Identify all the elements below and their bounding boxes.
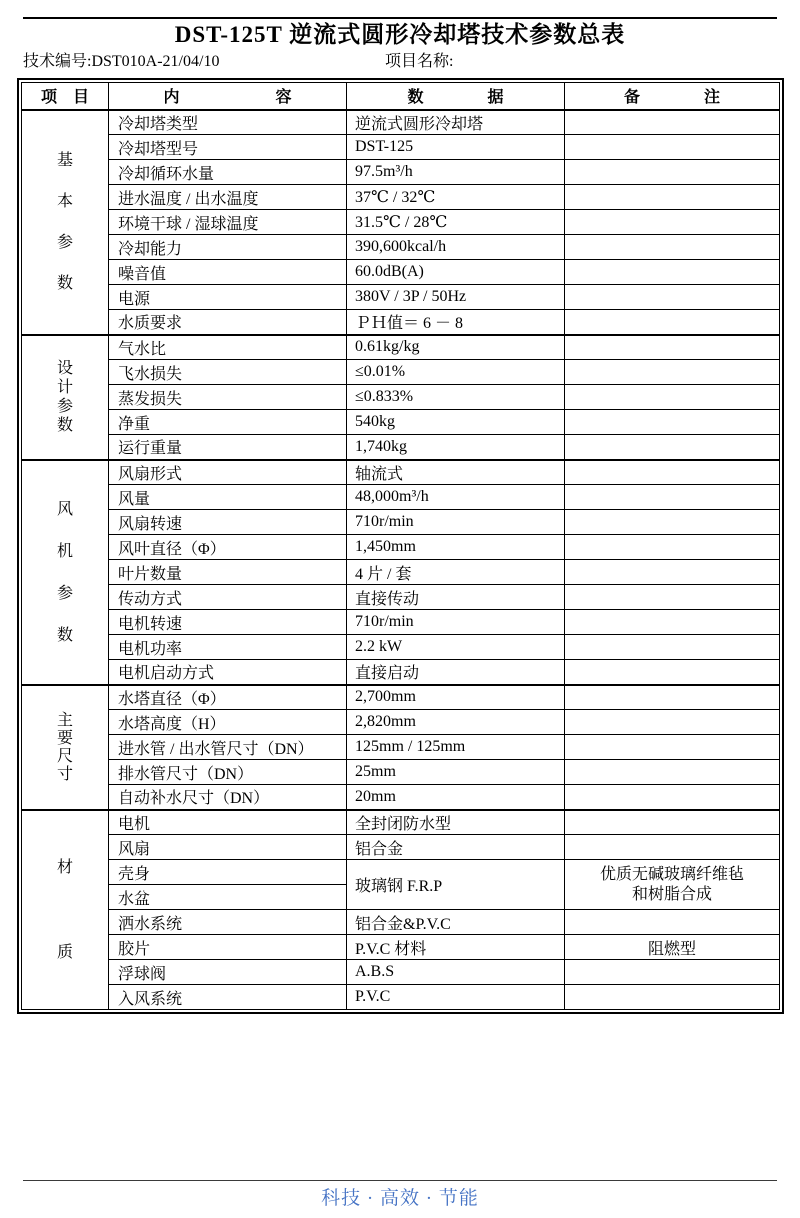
- spec-name-cell: 冷却循环水量: [109, 160, 347, 185]
- spec-name-cell: 入风系统: [109, 985, 347, 1010]
- spec-remark-cell: [565, 410, 780, 435]
- spec-name-cell: 水塔直径（Φ）: [109, 685, 347, 710]
- spec-value-cell: 直接传动: [347, 585, 565, 610]
- spec-name-cell: 水质要求: [109, 310, 347, 335]
- table-row: [22, 560, 780, 585]
- spec-value-cell: 380V / 3P / 50Hz: [347, 285, 565, 310]
- spec-value-cell: 25mm: [347, 760, 565, 785]
- spec-name-cell: 飞水损失: [109, 360, 347, 385]
- spec-name-cell: 风扇转速: [109, 510, 347, 535]
- page-title: DST-125T 逆流式圆形冷却塔技术参数总表: [174, 22, 626, 47]
- meta-row: [23, 52, 777, 74]
- spec-value-cell: ＰＨ值＝ 6 － 8: [347, 310, 565, 335]
- spec-value-cell: P.V.C: [347, 985, 565, 1010]
- spec-remark-cell: [565, 610, 780, 635]
- spec-name-cell: 电源: [109, 285, 347, 310]
- table-row: [22, 435, 780, 460]
- spec-remark-cell: [565, 285, 780, 310]
- spec-remark-cell: [565, 210, 780, 235]
- spec-name-cell: 环境干球 / 湿球温度: [109, 210, 347, 235]
- spec-value-cell: 轴流式: [347, 460, 565, 485]
- spec-value-cell: 540kg: [347, 410, 565, 435]
- table-row: [22, 110, 780, 135]
- spec-remark-cell: [565, 835, 780, 860]
- remark-line: 和树脂合成: [631, 885, 712, 903]
- spec-name-cell: 浮球阀: [109, 960, 347, 985]
- spec-remark-cell: [565, 160, 780, 185]
- spec-table-frame: [17, 78, 784, 1014]
- spec-remark-cell: [565, 710, 780, 735]
- spec-name-cell: 气水比: [109, 335, 347, 360]
- spec-name-cell: 传动方式: [109, 585, 347, 610]
- section-label-basic: 基 本 参 数: [22, 110, 109, 335]
- spec-remark-cell: [565, 685, 780, 710]
- table-row: [22, 535, 780, 560]
- spec-name-cell: 运行重量: [109, 435, 347, 460]
- col-header-data: 数 据: [347, 83, 565, 110]
- spec-value-cell: 1,740kg: [347, 435, 565, 460]
- spec-value-cell: 31.5℃ / 28℃: [347, 210, 565, 235]
- footer-slogan: 科技 · 高效 · 节能: [321, 1188, 479, 1209]
- spec-name-cell: 电机启动方式: [109, 660, 347, 685]
- table-row: [22, 360, 780, 385]
- spec-name-cell: 壳身: [109, 860, 347, 885]
- spec-value-cell: 60.0dB(A): [347, 260, 565, 285]
- table-row: [22, 710, 780, 735]
- table-row: [22, 260, 780, 285]
- spec-name-cell: 风扇: [109, 835, 347, 860]
- table-row: [22, 935, 780, 960]
- spec-value-cell: 铝合金: [347, 835, 565, 860]
- spec-remark-cell: [565, 385, 780, 410]
- spec-remark-cell: [565, 110, 780, 135]
- spec-value-cell: 4 片 / 套: [347, 560, 565, 585]
- spec-remark-cell: [565, 635, 780, 660]
- table-row: [22, 310, 780, 335]
- table-row: [22, 635, 780, 660]
- spec-name-cell: 电机转速: [109, 610, 347, 635]
- spec-value-cell: 37℃ / 32℃: [347, 185, 565, 210]
- spec-value-cell: 20mm: [347, 785, 565, 810]
- table-row: [22, 660, 780, 685]
- spec-remark-cell: [565, 510, 780, 535]
- spec-name-cell: 净重: [109, 410, 347, 435]
- spec-remark-cell: [565, 185, 780, 210]
- table-row: [22, 285, 780, 310]
- spec-remark-cell-merged: [565, 860, 780, 910]
- spec-remark-cell: [565, 560, 780, 585]
- section-label-material: 材 质: [22, 810, 109, 1010]
- spec-remark-cell: [565, 310, 780, 335]
- spec-value-cell: 390,600kcal/h: [347, 235, 565, 260]
- spec-value-cell: 710r/min: [347, 510, 565, 535]
- table-row: [22, 910, 780, 935]
- table-row: [22, 410, 780, 435]
- spec-table: [21, 82, 780, 1010]
- tech-number: 技术编号:DST010A-21/04/10: [23, 53, 220, 70]
- table-row: [22, 510, 780, 535]
- spec-name-cell: 自动补水尺寸（DN）: [109, 785, 347, 810]
- spec-name-cell: 进水温度 / 出水温度: [109, 185, 347, 210]
- table-row: [22, 485, 780, 510]
- table-row: [22, 985, 780, 1010]
- spec-name-cell: 冷却塔类型: [109, 110, 347, 135]
- spec-value-cell: 0.61kg/kg: [347, 335, 565, 360]
- spec-value-cell: 97.5m³/h: [347, 160, 565, 185]
- spec-name-cell: 噪音值: [109, 260, 347, 285]
- spec-remark-cell: [565, 335, 780, 360]
- spec-name-cell: 进水管 / 出水管尺寸（DN）: [109, 735, 347, 760]
- spec-remark-cell: [565, 235, 780, 260]
- table-row: [22, 810, 780, 835]
- spec-remark-cell: [565, 435, 780, 460]
- spec-remark-cell: [565, 135, 780, 160]
- spec-value-cell: A.B.S: [347, 960, 565, 985]
- spec-value-cell: 逆流式圆形冷却塔: [347, 110, 565, 135]
- spec-remark-cell: [565, 735, 780, 760]
- spec-value-cell: 48,000m³/h: [347, 485, 565, 510]
- spec-name-cell: 风量: [109, 485, 347, 510]
- spec-remark-cell: [565, 760, 780, 785]
- table-row: [22, 585, 780, 610]
- table-row: [22, 860, 780, 885]
- spec-value-cell: 铝合金&P.V.C: [347, 910, 565, 935]
- top-rule: [23, 17, 777, 19]
- spec-value-cell: 2,820mm: [347, 710, 565, 735]
- table-row: [22, 610, 780, 635]
- spec-remark-cell: [565, 810, 780, 835]
- spec-name-cell: 排水管尺寸（DN）: [109, 760, 347, 785]
- spec-name-cell: 蒸发损失: [109, 385, 347, 410]
- spec-name-cell: 电机功率: [109, 635, 347, 660]
- table-row: [22, 135, 780, 160]
- spec-value-cell: DST-125: [347, 135, 565, 160]
- spec-name-cell: 水盆: [109, 885, 347, 910]
- spec-name-cell: 洒水系统: [109, 910, 347, 935]
- table-row: [22, 210, 780, 235]
- table-row: [22, 835, 780, 860]
- spec-value-cell: P.V.C 材料: [347, 935, 565, 960]
- spec-value-cell: 直接启动: [347, 660, 565, 685]
- spec-name-cell: 叶片数量: [109, 560, 347, 585]
- spec-remark-cell: [565, 535, 780, 560]
- table-row: [22, 160, 780, 185]
- project-name-label: 项目名称:: [385, 53, 454, 70]
- spec-value-cell: 1,450mm: [347, 535, 565, 560]
- table-row: [22, 685, 780, 710]
- table-row: [22, 185, 780, 210]
- spec-value-cell: 2,700mm: [347, 685, 565, 710]
- spec-remark-cell: [565, 660, 780, 685]
- table-row: [22, 460, 780, 485]
- spec-value-cell: 710r/min: [347, 610, 565, 635]
- spec-name-cell: 胶片: [109, 935, 347, 960]
- table-row: [22, 235, 780, 260]
- spec-name-cell: 风叶直径（Φ）: [109, 535, 347, 560]
- section-label-fan: 风 机 参 数: [22, 460, 109, 685]
- spec-name-cell: 冷却塔型号: [109, 135, 347, 160]
- col-header-content: 内 容: [109, 83, 347, 110]
- spec-value-cell: ≤0.833%: [347, 385, 565, 410]
- spec-remark-cell: [565, 910, 780, 935]
- spec-value-cell: 全封闭防水型: [347, 810, 565, 835]
- table-row: [22, 960, 780, 985]
- spec-remark-cell: [565, 485, 780, 510]
- table-row: [22, 735, 780, 760]
- table-row: [22, 335, 780, 360]
- spec-remark-cell: [565, 785, 780, 810]
- spec-value-cell: ≤0.01%: [347, 360, 565, 385]
- spec-name-cell: 风扇形式: [109, 460, 347, 485]
- spec-name-cell: 电机: [109, 810, 347, 835]
- table-header-row: [22, 83, 780, 110]
- table-row: [22, 760, 780, 785]
- spec-remark-cell: [565, 360, 780, 385]
- col-header-item: 项 目: [22, 83, 109, 110]
- spec-remark-cell: [565, 460, 780, 485]
- spec-remark-cell: [565, 585, 780, 610]
- spec-remark-cell: 阻燃型: [565, 935, 780, 960]
- table-row: [22, 785, 780, 810]
- spec-value-cell: 125mm / 125mm: [347, 735, 565, 760]
- section-label-design: 设 计 参 数: [22, 335, 109, 460]
- table-row: [22, 385, 780, 410]
- document-page: [0, 17, 800, 1218]
- spec-remark-cell: [565, 985, 780, 1010]
- spec-value-cell-merged: 玻璃钢 F.R.P: [347, 860, 565, 910]
- spec-remark-cell: [565, 960, 780, 985]
- spec-value-cell: 2.2 kW: [347, 635, 565, 660]
- footer-rule: [23, 1180, 777, 1181]
- col-header-remark: 备 注: [565, 83, 780, 110]
- spec-name-cell: 水塔高度（H）: [109, 710, 347, 735]
- spec-remark-cell: [565, 260, 780, 285]
- spec-name-cell: 冷却能力: [109, 235, 347, 260]
- section-label-dimensions: 主 要 尺 寸: [22, 685, 109, 810]
- remark-line: 优质无碱玻璃纤维毡: [599, 865, 744, 883]
